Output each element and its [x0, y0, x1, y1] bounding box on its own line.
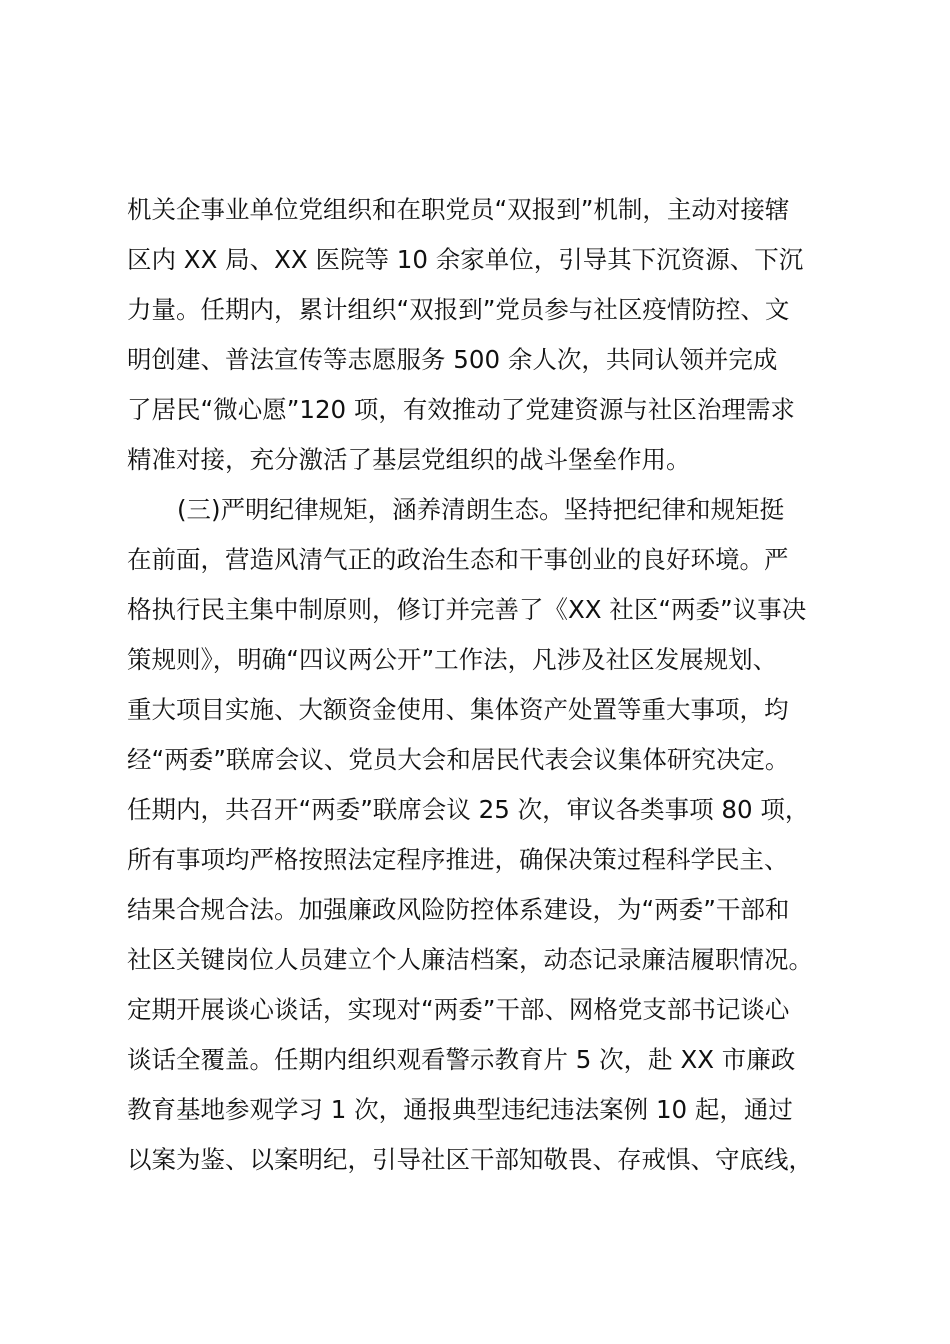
text-line: 策规则》，明确“四议两公开”工作法，凡涉及社区发展规划、: [127, 645, 778, 674]
text-line: 定期开展谈心谈话，实现对“两委”干部、网格党支部书记谈心: [127, 995, 790, 1024]
text-line: 重大项目实施、大额资金使用、集体资产处置等重大事项，均: [127, 695, 789, 724]
text-line: 在前面，营造风清气正的政治生态和干事创业的良好环境。严: [127, 545, 789, 574]
text-line: 社区关键岗位人员建立个人廉洁档案，动态记录廉洁履职情况。: [127, 945, 813, 974]
text-line: 任期内，共召开“两委”联席会议 25 次，审议各类事项 80 项，: [127, 795, 810, 824]
text-line: 机关企事业单位党组织和在职党员“双报到”机制，主动对接辖: [127, 195, 790, 224]
text-line: 谈话全覆盖。任期内组织观看警示教育片 5 次，赴 XX 市廉政: [127, 1045, 796, 1074]
text-line: 明创建、普法宣传等志愿服务 500 余人次，共同认领并完成: [127, 345, 778, 374]
text-line: 教育基地参观学习 1 次，通报典型违纪违法案例 10 起，通过: [127, 1095, 793, 1124]
text-line: 格执行民主集中制原则，修订并完善了《XX 社区“两委”议事决: [127, 595, 807, 624]
text-line: 经“两委”联席会议、党员大会和居民代表会议集体研究决定。: [127, 745, 790, 774]
text-line: 了居民“微心愿”120 项，有效推动了党建资源与社区治理需求: [127, 395, 795, 424]
section-heading-line: (三)严明纪律规矩，涵养清朗生态。坚持把纪律和规矩挺: [177, 495, 785, 524]
text-line: 力量。任期内，累计组织“双报到”党员参与社区疫情防控、文: [127, 295, 790, 324]
text-line: 结果合规合法。加强廉政风险防控体系建设，为“两委”干部和: [127, 895, 790, 924]
text-line: 以案为鉴、以案明纪，引导社区干部知敬畏、存戒惧、守底线，: [127, 1145, 813, 1174]
text-line: 精准对接，充分激活了基层党组织的战斗堡垒作用。: [127, 445, 691, 474]
text-line: 所有事项均严格按照法定程序推进，确保决策过程科学民主、: [127, 845, 789, 874]
text-line: 区内 XX 局、XX 医院等 10 余家单位，引导其下沉资源、下沉: [127, 245, 804, 274]
